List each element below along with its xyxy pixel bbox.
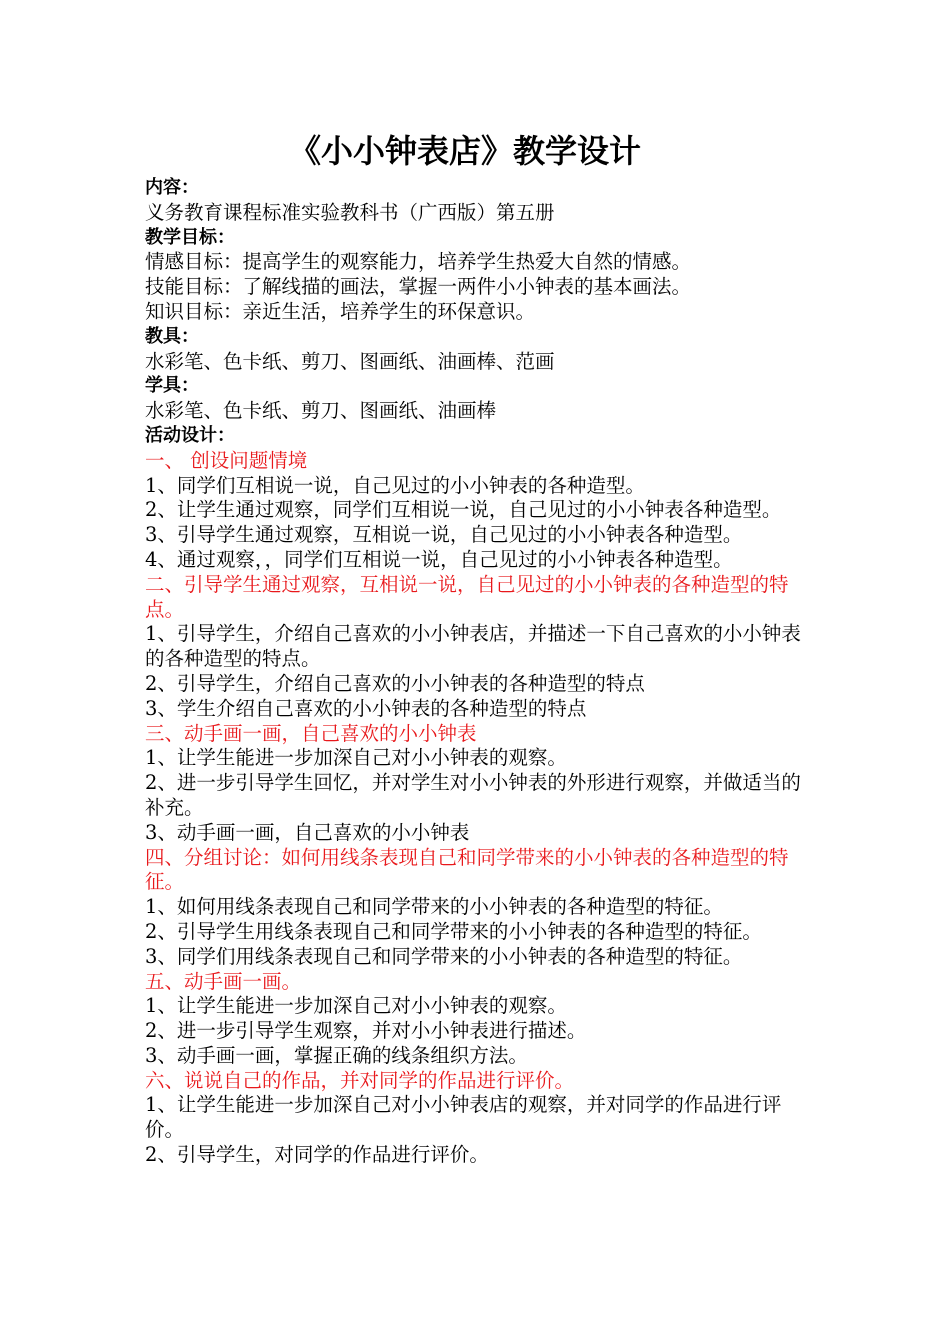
tools-label: 教具： (145, 325, 199, 347)
document-page (145, 128, 815, 1168)
content-label: 内容： (145, 177, 199, 198)
section-item: 3、引导学生通过观察，互相说一说，自己见过的小小钟表各种造型。 (145, 523, 743, 547)
section-heading: 四、分组讨论：如何用线条表现自己和同学带来的小小钟表的各种造型的特征。 (145, 845, 789, 894)
section-item: 2、进一步引导学生观察，并对小小钟表进行描述。 (145, 1019, 587, 1043)
section-item: 1、如何用线条表现自己和同学带来的小小钟表的各种造型的特征。 (145, 895, 723, 919)
section-item: 3、学生介绍自己喜欢的小小钟表的各种造型的特点 (145, 696, 587, 720)
student-tools-text: 水彩笔、色卡纸、剪刀、图画纸、油画棒 (145, 399, 497, 423)
section-item: 1、同学们互相说一说，自己见过的小小钟表的各种造型。 (145, 473, 645, 497)
section-heading: 三、动手画一画，自己喜欢的小小钟表 (145, 721, 477, 745)
goals-label: 教学目标： (145, 226, 235, 248)
section-item: 1、让学生能进一步加深自己对小小钟表店的观察，并对同学的作品进行评价。 (145, 1093, 782, 1142)
section-item: 3、同学们用线条表现自己和同学带来的小小钟表的各种造型的特征。 (145, 944, 743, 968)
content-text: 义务教育课程标准实验教科书（广西版）第五册 (145, 200, 555, 224)
section-item: 2、引导学生，对同学的作品进行评价。 (145, 1143, 489, 1167)
section-item: 1、让学生能进一步加深自己对小小钟表的观察。 (145, 994, 567, 1018)
goal-item: 知识目标：亲近生活，培养学生的环保意识。 (145, 299, 536, 323)
document-title: 《小小钟表店》教学设计 (288, 132, 641, 170)
goal-item: 情感目标：提高学生的观察能力，培养学生热爱大自然的情感。 (145, 250, 692, 274)
student-tools-label: 学具： (145, 375, 199, 397)
section-item: 1、引导学生，介绍自己喜欢的小小钟表店，并描述一下自己喜欢的小小钟表的各种造型的特点。 (145, 622, 801, 671)
section-item: 3、动手画一画，自己喜欢的小小钟表 (145, 820, 470, 844)
section-item: 2、让学生通过观察，同学们互相说一说，自己见过的小小钟表各种造型。 (145, 498, 782, 522)
tools-text: 水彩笔、色卡纸、剪刀、图画纸、油画棒、范画 (145, 349, 555, 373)
section-heading: 六、说说自己的作品，并对同学的作品进行评价。 (145, 1068, 575, 1092)
section-item: 1、让学生能进一步加深自己对小小钟表的观察。 (145, 746, 567, 770)
section-item: 2、进一步引导学生回忆，并对学生对小小钟表的外形进行观察，并做适当的补充。 (145, 771, 801, 819)
activity-label: 活动设计： (145, 424, 235, 446)
section-item: 2、引导学生用线条表现自己和同学带来的小小钟表的各种造型的特征。 (145, 919, 762, 943)
goal-item: 技能目标：了解线描的画法，掌握一两件小小钟表的基本画法。 (145, 275, 692, 299)
section-item: 3、动手画一画，掌握正确的线条组织方法。 (145, 1043, 528, 1067)
section-item: 2、引导学生，介绍自己喜欢的小小钟表的各种造型的特点 (145, 671, 645, 695)
section-heading: 一、 创设问题情境 (145, 448, 308, 472)
section-heading: 五、动手画一画。 (145, 969, 302, 993)
section-item: 4、通过观察，，同学们互相说一说，自己见过的小小钟表各种造型。 (145, 547, 733, 571)
section-heading: 二、引导学生通过观察，互相说一说，自己见过的小小钟表的各种造型的特点。 (145, 572, 789, 621)
